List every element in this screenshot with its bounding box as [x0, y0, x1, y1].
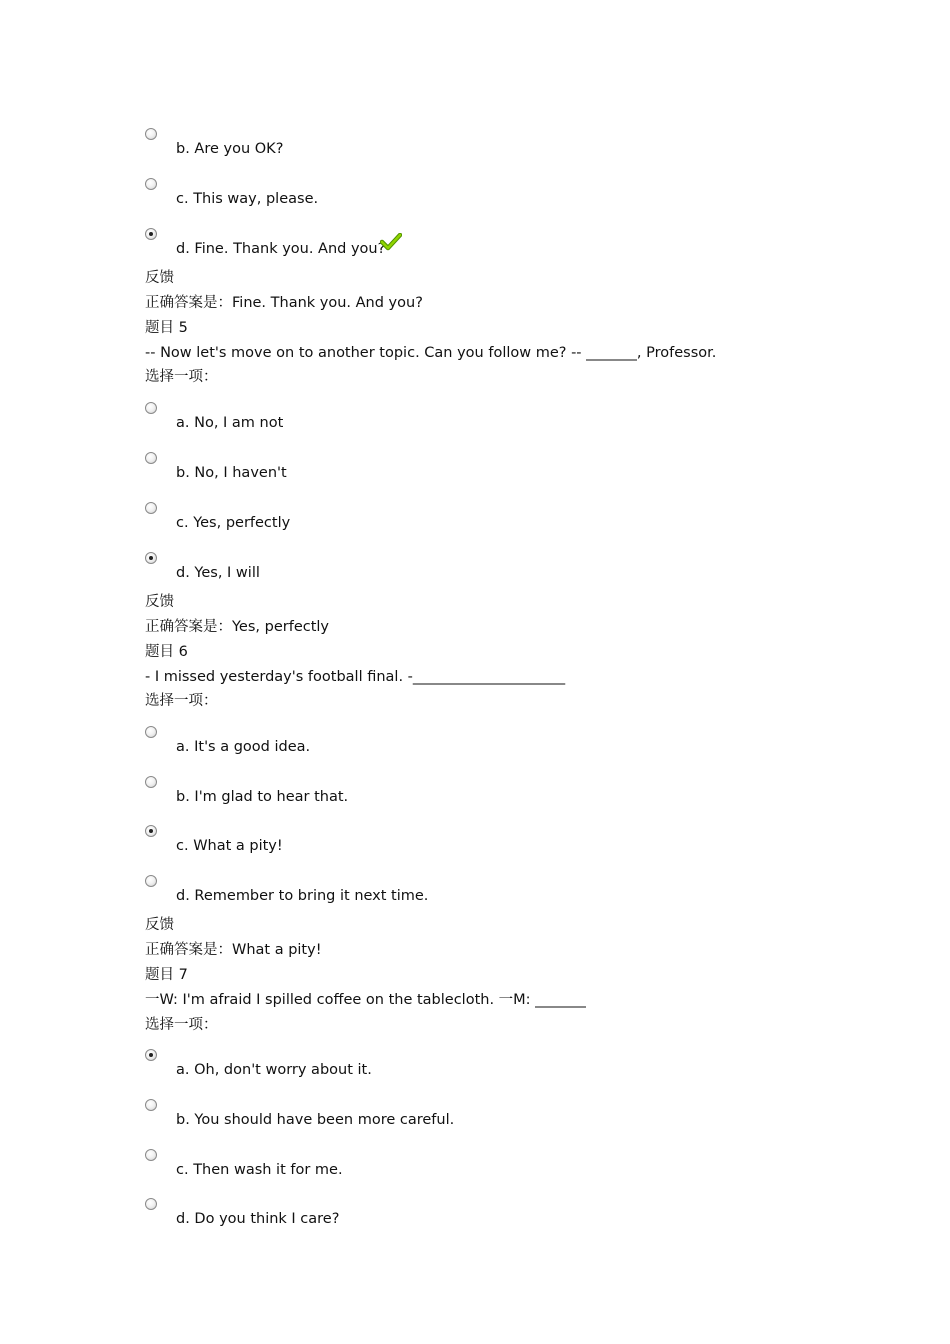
option-q6-a[interactable]: a. It's a good idea.	[176, 739, 311, 755]
radio-q7-a[interactable]	[145, 1049, 157, 1061]
radio-q5-d[interactable]	[145, 552, 157, 564]
option-q5-d[interactable]: d. Yes, I will	[176, 565, 260, 581]
option-q7-b[interactable]: b. You should have been more careful.	[176, 1112, 455, 1128]
radio-q5-a[interactable]	[145, 402, 157, 414]
radio-q5-c[interactable]	[145, 502, 157, 514]
option-q5-c[interactable]: c. Yes, perfectly	[176, 515, 291, 531]
question-text-5: -- Now let's move on to another topic. Can you follow me? -- _______, Professor.	[145, 345, 717, 361]
question-text-7: 一W: I'm afraid I spilled coffee on the tablecloth. 一M: _______	[145, 992, 586, 1008]
correct-answer-q6: 正确答案是：What a pity!	[145, 942, 322, 958]
feedback-label-q6: 反馈	[145, 917, 174, 933]
option-q6-b[interactable]: b. I'm glad to hear that.	[176, 789, 349, 805]
radio-q7-c[interactable]	[145, 1149, 157, 1161]
radio-q6-a[interactable]	[145, 726, 157, 738]
option-q7-d[interactable]: d. Do you think I care?	[176, 1211, 340, 1227]
select-prompt-5: 选择一项：	[145, 369, 218, 385]
option-q7-c[interactable]: c. Then wash it for me.	[176, 1162, 343, 1178]
correct-answer-q4: 正确答案是：Fine. Thank you. And you?	[145, 295, 423, 311]
select-prompt-6: 选择一项：	[145, 693, 218, 709]
option-q5-b[interactable]: b. No, I haven't	[176, 465, 287, 481]
select-prompt-7: 选择一项：	[145, 1017, 218, 1033]
radio-q4-d[interactable]	[145, 228, 157, 240]
feedback-label-q5: 反馈	[145, 594, 174, 610]
radio-q5-b[interactable]	[145, 452, 157, 464]
option-q6-c[interactable]: c. What a pity!	[176, 838, 283, 854]
radio-q6-c[interactable]	[145, 825, 157, 837]
option-q5-a[interactable]: a. No, I am not	[176, 415, 284, 431]
correct-answer-q5: 正确答案是：Yes, perfectly	[145, 619, 330, 635]
radio-q4-c[interactable]	[145, 178, 157, 190]
check-icon	[380, 233, 402, 251]
radio-q6-d[interactable]	[145, 875, 157, 887]
radio-q4-b[interactable]	[145, 128, 157, 140]
option-q4-d[interactable]: d. Fine. Thank you. And you?	[176, 241, 386, 257]
option-q4-c[interactable]: c. This way, please.	[176, 191, 319, 207]
question-title-5: 题目 5	[145, 320, 188, 336]
option-q6-d[interactable]: d. Remember to bring it next time.	[176, 888, 429, 904]
question-title-7: 题目 7	[145, 967, 188, 983]
option-q4-b[interactable]: b. Are you OK?	[176, 141, 284, 157]
radio-q6-b[interactable]	[145, 776, 157, 788]
option-q7-a[interactable]: a. Oh, don't worry about it.	[176, 1062, 372, 1078]
question-text-6: - I missed yesterday's football final. -_____________________	[145, 669, 566, 685]
question-title-6: 题目 6	[145, 644, 188, 660]
feedback-label-q4: 反馈	[145, 270, 174, 286]
radio-q7-d[interactable]	[145, 1198, 157, 1210]
radio-q7-b[interactable]	[145, 1099, 157, 1111]
